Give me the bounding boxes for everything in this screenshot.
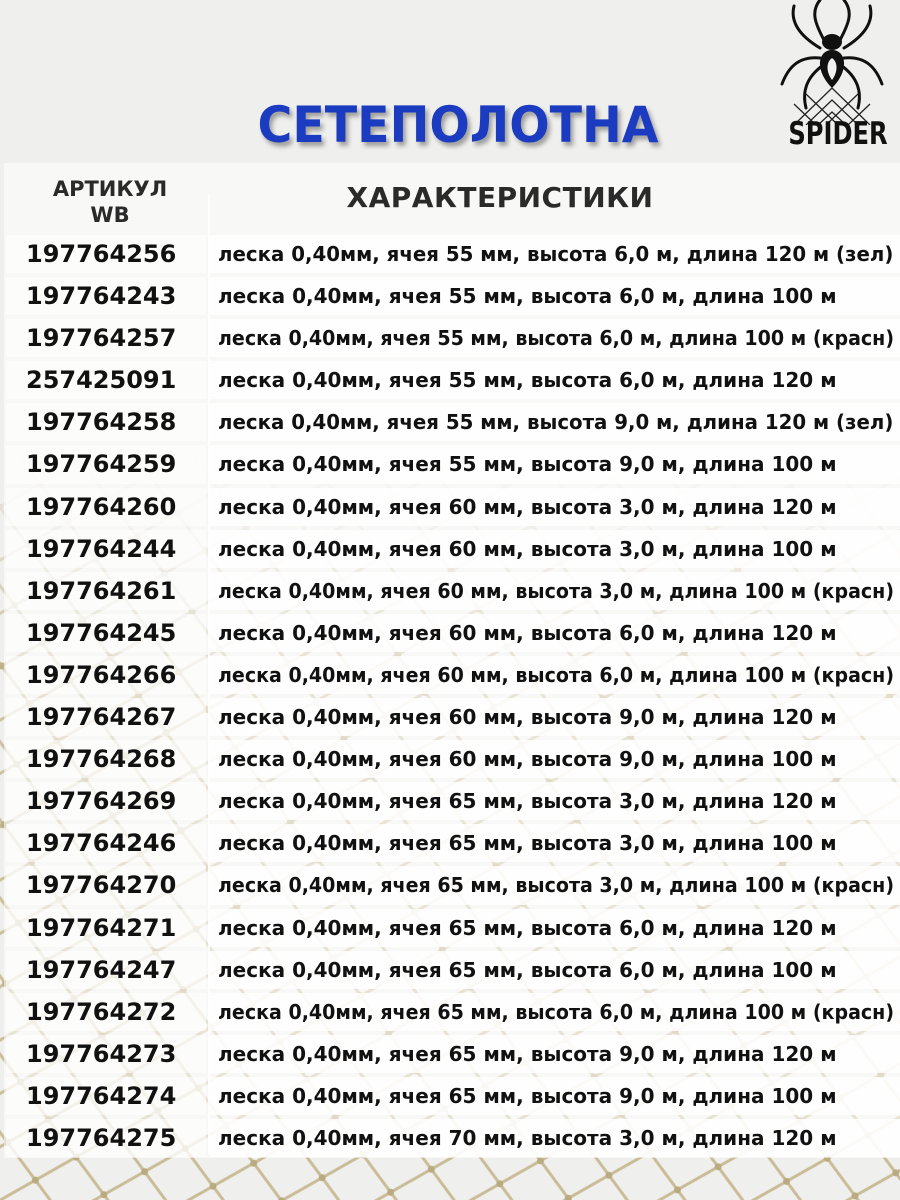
- characteristics-text: леска 0,40мм, ячея 65 мм, высота 3,0 м, длина 120 м: [218, 789, 837, 814]
- article-code: 197764261: [26, 576, 177, 605]
- characteristics-text: леска 0,40мм, ячея 65 мм, высота 6,0 м, длина 100 м: [218, 957, 837, 982]
- table-row: [0, 949, 900, 991]
- table-header: [0, 163, 900, 233]
- article-code: 197764258: [26, 408, 177, 437]
- article-code: 197764267: [26, 703, 177, 732]
- table-row: [0, 907, 900, 949]
- article-code: 197764271: [26, 913, 177, 942]
- page-title: СЕТЕПОЛОТНА: [257, 96, 659, 154]
- column-header-article: [20, 176, 200, 228]
- characteristics-text: леска 0,40мм, ячея 55 мм, высота 6,0 м, длина 120 м (зел): [218, 242, 894, 266]
- table-row: [0, 654, 900, 696]
- table-row: [0, 612, 900, 654]
- table-body: [0, 233, 900, 1159]
- table-row: [0, 1075, 900, 1117]
- article-code: 197764260: [26, 492, 177, 521]
- characteristics-text: леска 0,40мм, ячея 65 мм, высота 9,0 м, длина 120 м: [218, 1041, 837, 1066]
- table-row: [0, 317, 900, 359]
- article-code: 197764244: [26, 534, 177, 563]
- characteristics-text: леска 0,40мм, ячея 65 мм, высота 6,0 м, длина 100 м (красн): [218, 999, 895, 1024]
- table-row: [0, 696, 900, 738]
- article-code: 197764273: [26, 1039, 177, 1068]
- characteristics-text: леска 0,40мм, ячея 55 мм, высота 9,0 м, длина 100 м: [218, 452, 837, 477]
- table-row: [0, 570, 900, 612]
- characteristics-text: леска 0,40мм, ячея 60 мм, высота 9,0 м, длина 100 м: [218, 747, 837, 772]
- column-header-article-line2: WB: [90, 203, 130, 227]
- characteristics-text: леска 0,40мм, ячея 60 мм, высота 3,0 м, длина 120 м: [218, 494, 837, 519]
- characteristics-text: леска 0,40мм, ячея 60 мм, высота 6,0 м, длина 100 м (красн): [218, 662, 895, 687]
- article-code: 197764247: [26, 955, 177, 984]
- characteristics-text: леска 0,40мм, ячея 65 мм, высота 3,0 м, длина 100 м: [218, 831, 837, 856]
- spider-icon: [776, 0, 888, 125]
- article-code: 197764256: [26, 240, 177, 268]
- logo-text: SPIDER: [788, 116, 888, 152]
- spider-logo: [776, 0, 900, 160]
- table-row: [0, 1117, 900, 1159]
- characteristics-text: леска 0,40мм, ячея 60 мм, высота 9,0 м, длина 120 м: [218, 705, 837, 730]
- characteristics-text: леска 0,40мм, ячея 55 мм, высота 6,0 м, длина 100 м (красн): [218, 326, 895, 351]
- article-code: 197764257: [26, 324, 177, 353]
- article-code: 197764245: [26, 618, 177, 647]
- characteristics-text: леска 0,40мм, ячея 60 мм, высота 3,0 м, длина 100 м (красн): [218, 578, 895, 603]
- article-code: 197764275: [26, 1123, 177, 1152]
- characteristics-text: леска 0,40мм, ячея 55 мм, высота 6,0 м, длина 100 м: [218, 284, 837, 309]
- table-row: [0, 1033, 900, 1075]
- characteristics-text: леска 0,40мм, ячея 60 мм, высота 6,0 м, длина 120 м: [218, 620, 837, 645]
- characteristics-text: леска 0,40мм, ячея 65 мм, высота 9,0 м, длина 100 м: [218, 1083, 837, 1108]
- article-code: 197764266: [26, 660, 177, 689]
- table-row: [0, 822, 900, 864]
- article-code: 197764246: [26, 829, 177, 858]
- column-header-article-line1: АРТИКУЛ: [52, 177, 168, 201]
- characteristics-text: леска 0,40мм, ячея 60 мм, высота 3,0 м, длина 100 м: [218, 536, 837, 561]
- table-row: [0, 401, 900, 443]
- article-code: 197764243: [26, 282, 177, 311]
- article-code: 197764270: [26, 871, 177, 900]
- table-row: [0, 528, 900, 570]
- table-row: [0, 359, 900, 401]
- characteristics-text: леска 0,40мм, ячея 70 мм, высота 3,0 м, длина 120 м: [218, 1125, 837, 1150]
- characteristics-text: леска 0,40мм, ячея 55 мм, высота 6,0 м, длина 120 м: [218, 368, 837, 393]
- table-row: [0, 443, 900, 485]
- article-code: 197764269: [26, 787, 177, 816]
- article-code: 257425091: [26, 366, 177, 395]
- table-row: [0, 233, 900, 275]
- table-row: [0, 991, 900, 1033]
- table-row: [0, 486, 900, 528]
- article-code: 197764274: [26, 1081, 177, 1110]
- characteristics-text: леска 0,40мм, ячея 65 мм, высота 6,0 м, длина 120 м: [218, 915, 837, 940]
- article-code: 197764259: [26, 450, 177, 479]
- column-header-characteristics: ХАРАКТЕРИСТИКИ: [346, 181, 654, 214]
- table-row: [0, 864, 900, 906]
- table-row: [0, 780, 900, 822]
- characteristics-text: леска 0,40мм, ячея 65 мм, высота 3,0 м, длина 100 м (красн): [218, 873, 895, 898]
- characteristics-text: леска 0,40мм, ячея 55 мм, высота 9,0 м, длина 120 м (зел): [218, 410, 894, 435]
- article-code: 197764272: [26, 997, 177, 1026]
- table-row: [0, 275, 900, 317]
- table-row: [0, 738, 900, 780]
- article-code: 197764268: [26, 745, 177, 774]
